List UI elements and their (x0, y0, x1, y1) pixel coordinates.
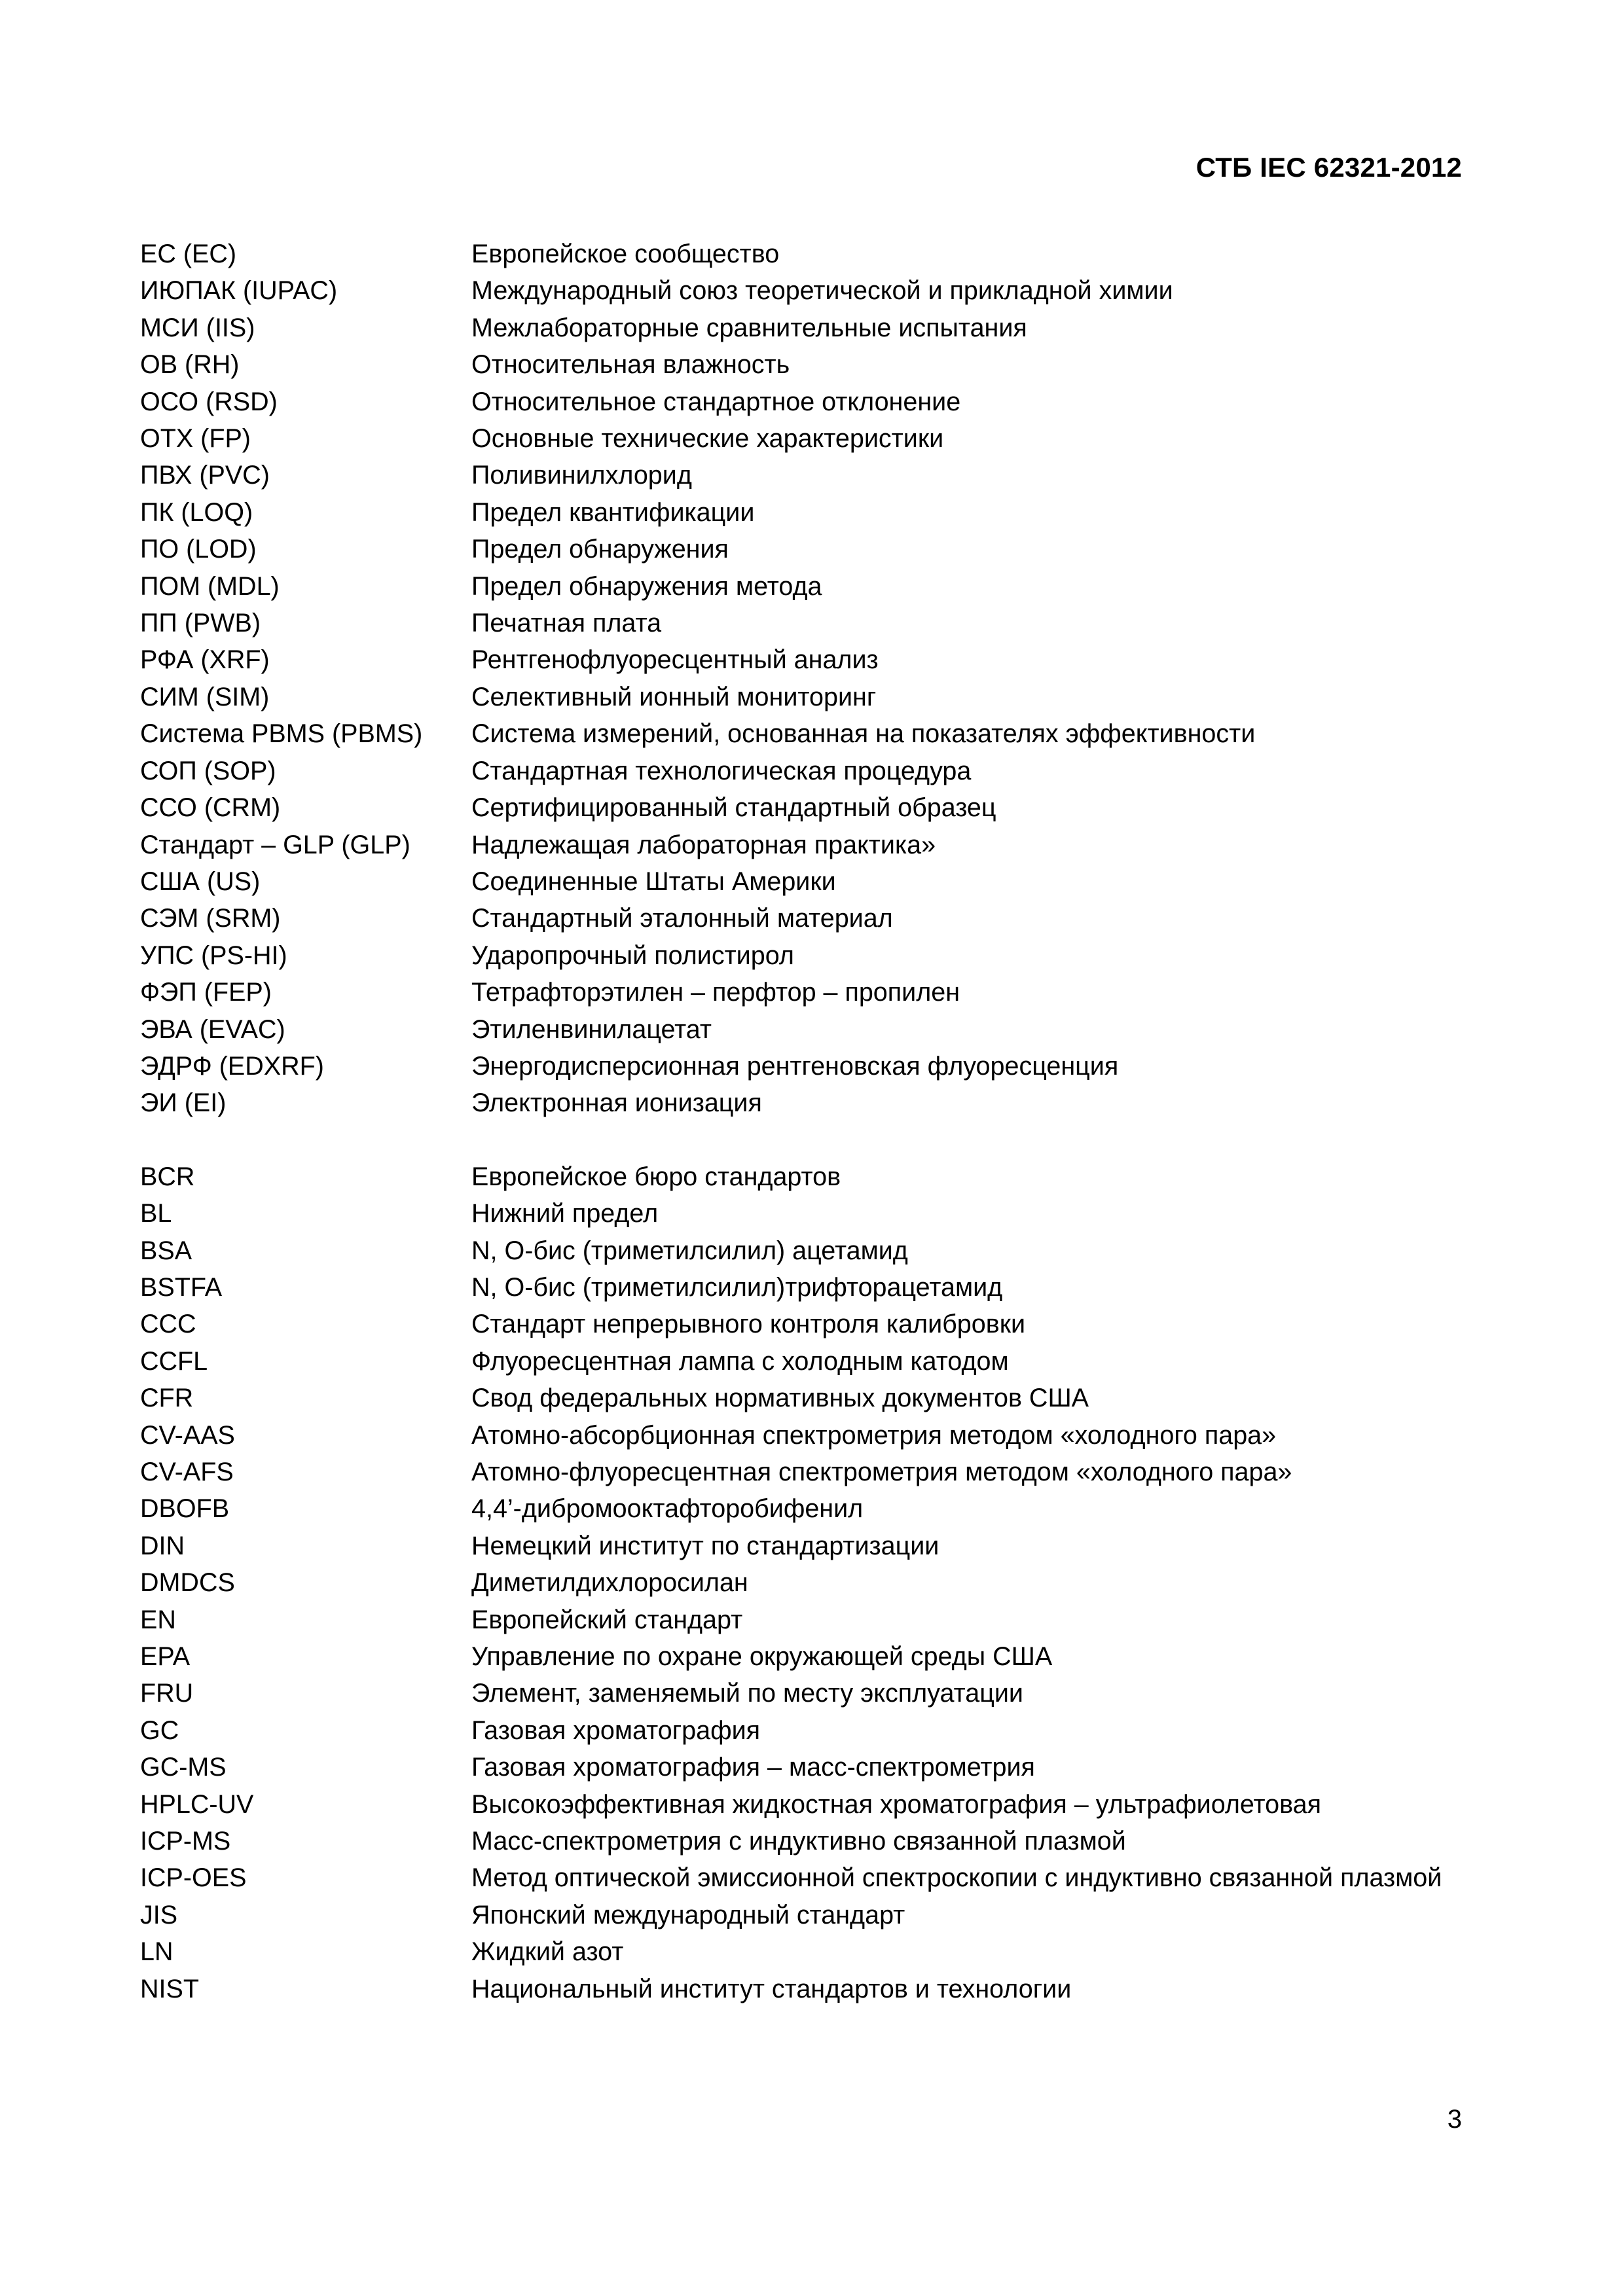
abbreviation-definition: Метод оптической эмиссионной спектроскопии с индуктивно связанной плазмой (471, 1863, 1442, 1893)
abbreviation-definition: N, O-бис (триметилсилил) ацетамид (471, 1236, 908, 1265)
abbreviation-term: CV-AFS (140, 1458, 234, 1486)
abbreviation-term: УПС (PS-HI) (140, 941, 287, 970)
abbreviation-row (140, 1602, 1463, 1638)
abbreviation-term: ICP-MS (140, 1827, 231, 1856)
abbreviation-term: EPA (140, 1642, 191, 1672)
abbreviation-definition: Энергодисперсионная рентгеновская флуоресценция (471, 1051, 1119, 1081)
abbreviation-definition: Относительная влажность (471, 350, 790, 380)
abbreviation-definition: Межлабораторные сравнительные испытания (471, 313, 1027, 342)
abbreviation-term: МСИ (IIS) (140, 313, 255, 342)
abbreviation-definition: Нижний предел (471, 1199, 659, 1229)
abbreviation-definition: Стандарт непрерывного контроля калибровки (471, 1310, 1026, 1339)
abbreviation-list (140, 236, 1463, 2007)
abbreviation-definition: Жидкий азот (471, 1937, 624, 1967)
abbreviation-term: CCFL (140, 1346, 208, 1376)
abbreviation-term: ICP-OES (140, 1863, 247, 1893)
abbreviation-definition: Предел обнаружения (471, 535, 729, 564)
abbreviation-term: HPLC-UV (140, 1789, 254, 1819)
abbreviation-definition: Национальный институт стандартов и технологии (471, 1974, 1072, 2003)
abbreviation-term: LN (140, 1937, 173, 1967)
abbreviation-term: BCR (140, 1162, 195, 1191)
abbreviation-row (140, 1417, 1463, 1454)
abbreviation-row (140, 1971, 1463, 2007)
abbreviation-term: США (US) (140, 867, 261, 896)
abbreviation-row (140, 1490, 1463, 1527)
abbreviation-term: JIS (140, 1900, 178, 1929)
abbreviation-term: DIN (140, 1531, 185, 1560)
abbreviation-definition: Флуоресцентная лампа с холодным катодом (471, 1346, 1009, 1376)
abbreviation-row (140, 236, 1463, 272)
abbreviation-row (140, 1269, 1463, 1306)
abbreviation-definition: Европейское сообщество (471, 240, 780, 268)
abbreviation-definition: Система измерений, основанная на показателях эффективности (471, 719, 1256, 749)
abbreviation-row (140, 715, 1463, 752)
abbreviation-definition: Поливинилхлорид (471, 461, 692, 490)
abbreviation-term: CFR (140, 1384, 194, 1413)
abbreviation-term: ОВ (RH) (140, 350, 240, 380)
abbreviation-term: ПОМ (MDL) (140, 571, 280, 601)
abbreviation-definition: Электронная ионизация (471, 1088, 762, 1118)
abbreviation-row (140, 679, 1463, 715)
abbreviation-definition: Атомно-абсорбционная спектрометрия методом «холодного пара» (471, 1420, 1277, 1450)
abbreviation-row (140, 641, 1463, 678)
abbreviation-definition: Рентгенофлуоресцентный анализ (471, 645, 879, 675)
abbreviation-row (140, 346, 1463, 383)
abbreviation-row (140, 1712, 1463, 1749)
abbreviation-definition: Стандартная технологическая процедура (471, 756, 972, 785)
abbreviation-row (140, 1085, 1463, 1121)
abbreviation-definition: Европейское бюро стандартов (471, 1162, 841, 1191)
abbreviation-definition: Управление по охране окружающей среды США (471, 1642, 1053, 1672)
abbreviation-row (140, 1232, 1463, 1269)
abbreviation-row (140, 1638, 1463, 1675)
abbreviation-definition: Соединенные Штаты Америки (471, 867, 836, 896)
abbreviation-definition: Сертифицированный стандартный образец (471, 793, 996, 823)
abbreviation-definition: Немецкий институт по стандартизации (471, 1531, 939, 1560)
abbreviation-term: GC-MS (140, 1753, 227, 1782)
abbreviation-definition: Печатная плата (471, 609, 662, 638)
abbreviation-term: ЕС (ЕС) (140, 240, 237, 268)
abbreviation-definition: Европейский стандарт (471, 1605, 743, 1634)
abbreviation-definition: Стандартный эталонный материал (471, 904, 893, 933)
abbreviation-row (140, 1343, 1463, 1380)
abbreviation-term: ЭВА (EVAC) (140, 1014, 285, 1044)
abbreviation-row (140, 827, 1463, 863)
abbreviation-term: ПП (PWB) (140, 609, 261, 638)
abbreviation-row (140, 1528, 1463, 1564)
abbreviation-definition: Международный союз теоретической и прикладной химии (471, 276, 1173, 306)
abbreviation-definition: Относительное стандартное отклонение (471, 387, 961, 416)
abbreviation-term: Стандарт – GLP (GLP) (140, 830, 410, 859)
abbreviation-definition: Селективный ионный мониторинг (471, 682, 877, 711)
abbreviation-term: BSTFA (140, 1272, 223, 1302)
abbreviation-row (140, 753, 1463, 789)
abbreviation-term: DBOFB (140, 1494, 230, 1524)
abbreviation-row (140, 1195, 1463, 1232)
abbreviation-term: GC (140, 1715, 179, 1745)
abbreviation-term: EN (140, 1605, 176, 1634)
abbreviation-row (140, 1158, 1463, 1195)
abbreviation-row (140, 1306, 1463, 1342)
abbreviation-definition: Свод федеральных нормативных документов США (471, 1384, 1089, 1413)
abbreviation-row (140, 1897, 1463, 1933)
abbreviation-row (140, 974, 1463, 1011)
abbreviation-term: ОСО (RSD) (140, 387, 278, 416)
abbreviation-row (140, 457, 1463, 493)
abbreviation-definition: Японский международный стандарт (471, 1900, 905, 1929)
abbreviation-term: CV-AAS (140, 1420, 235, 1450)
abbreviation-term: ОТХ (FP) (140, 424, 251, 454)
abbreviation-row (140, 1749, 1463, 1785)
abbreviation-definition: Предел квантификации (471, 497, 755, 527)
abbreviation-term: BL (140, 1199, 172, 1229)
abbreviation-term: ПК (LOQ) (140, 497, 253, 527)
abbreviation-row (140, 494, 1463, 531)
abbreviation-row (140, 1823, 1463, 1859)
abbreviation-term: РФА (XRF) (140, 645, 270, 675)
abbreviation-row (140, 605, 1463, 641)
abbreviation-term: FRU (140, 1679, 194, 1708)
abbreviation-definition: 4,4’-дибромооктафторобифенил (471, 1494, 864, 1524)
abbreviation-definition: Надлежащая лабораторная практика» (471, 830, 936, 859)
abbreviation-row (140, 272, 1463, 309)
abbreviation-term: ЭИ (EI) (140, 1088, 227, 1118)
abbreviation-row (140, 1380, 1463, 1416)
document-code-header: СТБ IEC 62321-2012 (1195, 152, 1462, 183)
abbreviation-term: DMDCS (140, 1568, 235, 1598)
abbreviation-row (140, 1454, 1463, 1490)
abbreviation-term: СОП (SOP) (140, 756, 276, 785)
abbreviation-term: ССО (CRM) (140, 793, 281, 823)
abbreviation-row (140, 531, 1463, 567)
abbreviation-definition: Ударопрочный полистирол (471, 941, 794, 970)
abbreviation-term: CCC (140, 1310, 196, 1339)
abbreviation-definition: Тетрафторэтилен – перфтор – пропилен (471, 978, 960, 1007)
abbreviation-term: СИМ (SIM) (140, 682, 270, 711)
abbreviation-term: СЭМ (SRM) (140, 904, 281, 933)
abbreviation-definition: Масс-спектрометрия с индуктивно связанной плазмой (471, 1827, 1126, 1856)
abbreviation-row (140, 1786, 1463, 1823)
abbreviation-definition: Атомно-флуоресцентная спектрометрия методом «холодного пара» (471, 1458, 1292, 1486)
abbreviation-term: ИЮПАК (IUPAC) (140, 276, 338, 306)
abbreviation-term: ПО (LOD) (140, 535, 257, 564)
abbreviation-term: BSA (140, 1236, 192, 1265)
abbreviation-row (140, 1011, 1463, 1048)
abbreviation-row (140, 568, 1463, 605)
abbreviation-row (140, 1564, 1463, 1601)
abbreviation-row (140, 1675, 1463, 1712)
abbreviation-row (140, 1048, 1463, 1085)
abbreviation-row (140, 900, 1463, 937)
abbreviation-term: ПВХ (PVC) (140, 461, 270, 490)
abbreviation-definition: Элемент, заменяемый по месту эксплуатации (471, 1679, 1023, 1708)
abbreviation-definition: Этиленвинилацетат (471, 1014, 712, 1044)
abbreviation-definition: Газовая хроматография (471, 1715, 761, 1745)
page-number: 3 (1447, 2105, 1462, 2134)
abbreviation-row (140, 789, 1463, 826)
abbreviation-definition: Газовая хроматография – масс-спектрометрия (471, 1753, 1035, 1782)
abbreviation-term: ЭДРФ (EDXRF) (140, 1051, 324, 1081)
abbreviation-row (140, 420, 1463, 457)
abbreviation-definition: Диметилдихлоросилан (471, 1568, 748, 1598)
abbreviation-row (140, 937, 1463, 974)
abbreviation-definition: Основные технические характеристики (471, 424, 944, 454)
abbreviation-definition: Предел обнаружения метода (471, 571, 822, 601)
abbreviation-definition: N, O-бис (триметилсилил)трифторацетамид (471, 1272, 1003, 1302)
abbreviation-term: NIST (140, 1974, 199, 2003)
abbreviation-definition: Высокоэффективная жидкостная хроматография – ультрафиолетовая (471, 1789, 1322, 1819)
abbreviation-row (140, 1859, 1463, 1896)
abbreviation-term: ФЭП (FEP) (140, 978, 272, 1007)
abbreviation-row (140, 384, 1463, 420)
abbreviation-row (140, 1933, 1463, 1970)
abbreviation-row (140, 863, 1463, 900)
abbreviation-row (140, 310, 1463, 346)
abbreviation-term: Система PBMS (PBMS) (140, 719, 423, 749)
